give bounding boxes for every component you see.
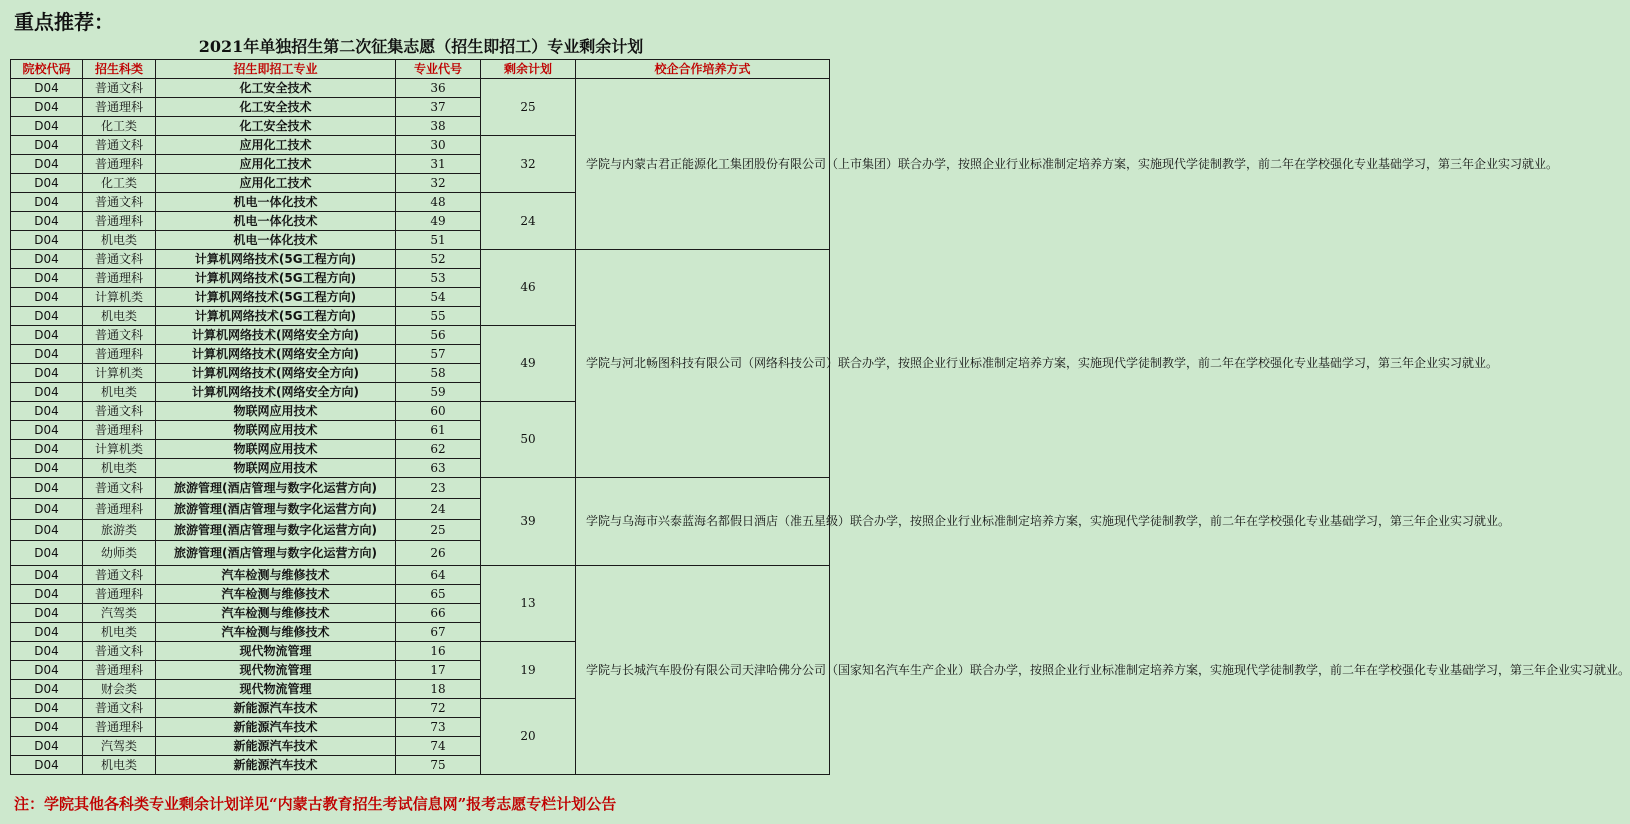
- school-code-cell: D04: [11, 623, 83, 642]
- header-school-code: 院校代码: [11, 60, 83, 79]
- category-cell: 机电类: [83, 307, 156, 326]
- major-code-cell: 73: [396, 718, 481, 737]
- remaining-cell: 13: [481, 566, 576, 642]
- major-cell: 汽车检测与维修技术: [156, 623, 396, 642]
- major-cell: 旅游管理(酒店管理与数字化运营方向): [156, 541, 396, 566]
- category-cell: 普通理科: [83, 345, 156, 364]
- school-code-cell: D04: [11, 459, 83, 478]
- major-code-cell: 57: [396, 345, 481, 364]
- remaining-cell: 46: [481, 250, 576, 326]
- major-cell: 新能源汽车技术: [156, 718, 396, 737]
- school-code-cell: D04: [11, 699, 83, 718]
- school-code-cell: D04: [11, 193, 83, 212]
- major-cell: 机电一体化技术: [156, 212, 396, 231]
- major-code-cell: 30: [396, 136, 481, 155]
- major-cell: 现代物流管理: [156, 661, 396, 680]
- remaining-cell: 19: [481, 642, 576, 699]
- major-cell: 机电一体化技术: [156, 231, 396, 250]
- major-cell: 化工安全技术: [156, 79, 396, 98]
- category-cell: 机电类: [83, 231, 156, 250]
- category-cell: 化工类: [83, 117, 156, 136]
- school-code-cell: D04: [11, 136, 83, 155]
- remaining-cell: 32: [481, 136, 576, 193]
- major-code-cell: 60: [396, 402, 481, 421]
- major-code-cell: 62: [396, 440, 481, 459]
- remaining-cell: 39: [481, 478, 576, 566]
- category-cell: 普通理科: [83, 98, 156, 117]
- cooperation-cell: 学院与乌海市兴泰蓝海名都假日酒店（准五星级）联合办学，按照企业行业标准制定培养方案，实施现代学徒制教学，前二年在学校强化专业基础学习，第三年企业实习就业。: [576, 478, 830, 566]
- table-row: [11, 250, 830, 269]
- major-code-cell: 16: [396, 642, 481, 661]
- major-code-cell: 51: [396, 231, 481, 250]
- category-cell: 普通理科: [83, 499, 156, 520]
- table-header-row: [11, 60, 830, 79]
- category-cell: 普通文科: [83, 642, 156, 661]
- cooperation-cell: 学院与长城汽车股份有限公司天津哈佛分公司（国家知名汽车生产企业）联合办学，按照企业行业标准制定培养方案，实施现代学徒制教学，前二年在学校强化专业基础学习，第三年企业实习就业。: [576, 566, 830, 775]
- school-code-cell: D04: [11, 326, 83, 345]
- major-cell: 新能源汽车技术: [156, 756, 396, 775]
- major-code-cell: 55: [396, 307, 481, 326]
- category-cell: 计算机类: [83, 364, 156, 383]
- category-cell: 旅游类: [83, 520, 156, 541]
- remaining-cell: 49: [481, 326, 576, 402]
- category-cell: 普通文科: [83, 193, 156, 212]
- remaining-cell: 25: [481, 79, 576, 136]
- category-cell: 汽驾类: [83, 737, 156, 756]
- remaining-cell: 24: [481, 193, 576, 250]
- major-code-cell: 18: [396, 680, 481, 699]
- major-code-cell: 61: [396, 421, 481, 440]
- major-code-cell: 48: [396, 193, 481, 212]
- school-code-cell: D04: [11, 585, 83, 604]
- remaining-plan-table: [10, 59, 1630, 775]
- school-code-cell: D04: [11, 756, 83, 775]
- category-cell: 财会类: [83, 680, 156, 699]
- major-cell: 现代物流管理: [156, 680, 396, 699]
- school-code-cell: D04: [11, 421, 83, 440]
- school-code-cell: D04: [11, 566, 83, 585]
- category-cell: 普通文科: [83, 79, 156, 98]
- major-cell: 物联网应用技术: [156, 402, 396, 421]
- category-cell: 普通文科: [83, 402, 156, 421]
- school-code-cell: D04: [11, 174, 83, 193]
- school-code-cell: D04: [11, 79, 83, 98]
- school-code-cell: D04: [11, 155, 83, 174]
- school-code-cell: D04: [11, 604, 83, 623]
- major-code-cell: 63: [396, 459, 481, 478]
- major-code-cell: 66: [396, 604, 481, 623]
- major-cell: 化工安全技术: [156, 98, 396, 117]
- school-code-cell: D04: [11, 307, 83, 326]
- school-code-cell: D04: [11, 680, 83, 699]
- major-code-cell: 17: [396, 661, 481, 680]
- school-code-cell: D04: [11, 269, 83, 288]
- cooperation-cell: 学院与内蒙古君正能源化工集团股份有限公司（上市集团）联合办学，按照企业行业标准制定培养方案，实施现代学徒制教学，前二年在学校强化专业基础学习，第三年企业实习就业。: [576, 79, 830, 250]
- major-cell: 物联网应用技术: [156, 421, 396, 440]
- table-row: [11, 79, 830, 98]
- school-code-cell: D04: [11, 737, 83, 756]
- major-cell: 应用化工技术: [156, 136, 396, 155]
- major-cell: 物联网应用技术: [156, 440, 396, 459]
- cooperation-cell: 学院与河北畅图科技有限公司（网络科技公司）联合办学，按照企业行业标准制定培养方案，实施现代学徒制教学，前二年在学校强化专业基础学习，第三年企业实习就业。: [576, 250, 830, 478]
- school-code-cell: D04: [11, 383, 83, 402]
- major-code-cell: 54: [396, 288, 481, 307]
- major-cell: 汽车检测与维修技术: [156, 566, 396, 585]
- major-cell: 机电一体化技术: [156, 193, 396, 212]
- category-cell: 机电类: [83, 623, 156, 642]
- major-cell: 应用化工技术: [156, 155, 396, 174]
- category-cell: 普通文科: [83, 136, 156, 155]
- major-code-cell: 65: [396, 585, 481, 604]
- major-code-cell: 67: [396, 623, 481, 642]
- header-major-code: 专业代号: [396, 60, 481, 79]
- category-cell: 计算机类: [83, 288, 156, 307]
- category-cell: 幼师类: [83, 541, 156, 566]
- major-cell: 计算机网络技术(5G工程方向): [156, 288, 396, 307]
- major-code-cell: 72: [396, 699, 481, 718]
- school-code-cell: D04: [11, 499, 83, 520]
- category-cell: 普通文科: [83, 566, 156, 585]
- school-code-cell: D04: [11, 440, 83, 459]
- header-cooperation: 校企合作培养方式: [576, 60, 830, 79]
- category-cell: 普通文科: [83, 326, 156, 345]
- major-cell: 化工安全技术: [156, 117, 396, 136]
- major-code-cell: 52: [396, 250, 481, 269]
- major-code-cell: 38: [396, 117, 481, 136]
- major-code-cell: 23: [396, 478, 481, 499]
- major-code-cell: 24: [396, 499, 481, 520]
- major-cell: 计算机网络技术(网络安全方向): [156, 345, 396, 364]
- major-cell: 计算机网络技术(5G工程方向): [156, 307, 396, 326]
- major-cell: 应用化工技术: [156, 174, 396, 193]
- category-cell: 机电类: [83, 756, 156, 775]
- school-code-cell: D04: [11, 345, 83, 364]
- school-code-cell: D04: [11, 250, 83, 269]
- school-code-cell: D04: [11, 402, 83, 421]
- category-cell: 普通文科: [83, 250, 156, 269]
- category-cell: 机电类: [83, 383, 156, 402]
- major-cell: 计算机网络技术(网络安全方向): [156, 364, 396, 383]
- category-cell: 普通理科: [83, 661, 156, 680]
- school-code-cell: D04: [11, 98, 83, 117]
- major-cell: 旅游管理(酒店管理与数字化运营方向): [156, 520, 396, 541]
- major-cell: 旅游管理(酒店管理与数字化运营方向): [156, 478, 396, 499]
- footer-note: 注：学院其他各科类专业剩余计划详见“内蒙古教育招生考试信息网”报考志愿专栏计划公告: [14, 795, 617, 813]
- major-code-cell: 32: [396, 174, 481, 193]
- major-cell: 汽车检测与维修技术: [156, 585, 396, 604]
- major-code-cell: 36: [396, 79, 481, 98]
- major-cell: 现代物流管理: [156, 642, 396, 661]
- major-cell: 新能源汽车技术: [156, 699, 396, 718]
- major-code-cell: 53: [396, 269, 481, 288]
- school-code-cell: D04: [11, 212, 83, 231]
- major-cell: 计算机网络技术(网络安全方向): [156, 383, 396, 402]
- category-cell: 普通理科: [83, 269, 156, 288]
- school-code-cell: D04: [11, 117, 83, 136]
- school-code-cell: D04: [11, 541, 83, 566]
- major-code-cell: 58: [396, 364, 481, 383]
- category-cell: 普通文科: [83, 478, 156, 499]
- major-code-cell: 25: [396, 520, 481, 541]
- remaining-cell: 50: [481, 402, 576, 478]
- major-cell: 汽车检测与维修技术: [156, 604, 396, 623]
- header-category: 招生科类: [83, 60, 156, 79]
- major-code-cell: 37: [396, 98, 481, 117]
- school-code-cell: D04: [11, 288, 83, 307]
- major-code-cell: 26: [396, 541, 481, 566]
- table-row: [11, 478, 830, 499]
- major-code-cell: 49: [396, 212, 481, 231]
- school-code-cell: D04: [11, 520, 83, 541]
- major-code-cell: 75: [396, 756, 481, 775]
- major-cell: 旅游管理(酒店管理与数字化运营方向): [156, 499, 396, 520]
- major-code-cell: 64: [396, 566, 481, 585]
- major-cell: 计算机网络技术(5G工程方向): [156, 250, 396, 269]
- category-cell: 普通理科: [83, 585, 156, 604]
- school-code-cell: D04: [11, 364, 83, 383]
- school-code-cell: D04: [11, 642, 83, 661]
- school-code-cell: D04: [11, 478, 83, 499]
- major-cell: 计算机网络技术(5G工程方向): [156, 269, 396, 288]
- category-cell: 普通理科: [83, 421, 156, 440]
- category-cell: 普通文科: [83, 699, 156, 718]
- major-code-cell: 74: [396, 737, 481, 756]
- remaining-cell: 20: [481, 699, 576, 775]
- header-remaining: 剩余计划: [481, 60, 576, 79]
- category-cell: 机电类: [83, 459, 156, 478]
- category-cell: 普通理科: [83, 718, 156, 737]
- header-major: 招生即招工专业: [156, 60, 396, 79]
- major-cell: 新能源汽车技术: [156, 737, 396, 756]
- major-code-cell: 59: [396, 383, 481, 402]
- school-code-cell: D04: [11, 661, 83, 680]
- category-cell: 普通理科: [83, 155, 156, 174]
- school-code-cell: D04: [11, 231, 83, 250]
- category-cell: 化工类: [83, 174, 156, 193]
- school-code-cell: D04: [11, 718, 83, 737]
- major-cell: 计算机网络技术(网络安全方向): [156, 326, 396, 345]
- section-heading: 重点推荐：: [14, 10, 114, 34]
- category-cell: 普通理科: [83, 212, 156, 231]
- category-cell: 汽驾类: [83, 604, 156, 623]
- major-code-cell: 31: [396, 155, 481, 174]
- category-cell: 计算机类: [83, 440, 156, 459]
- major-code-cell: 56: [396, 326, 481, 345]
- table-row: [11, 566, 830, 585]
- major-cell: 物联网应用技术: [156, 459, 396, 478]
- table-title: 2021年单独招生第二次征集志愿（招生即招工）专业剩余计划: [198, 37, 644, 56]
